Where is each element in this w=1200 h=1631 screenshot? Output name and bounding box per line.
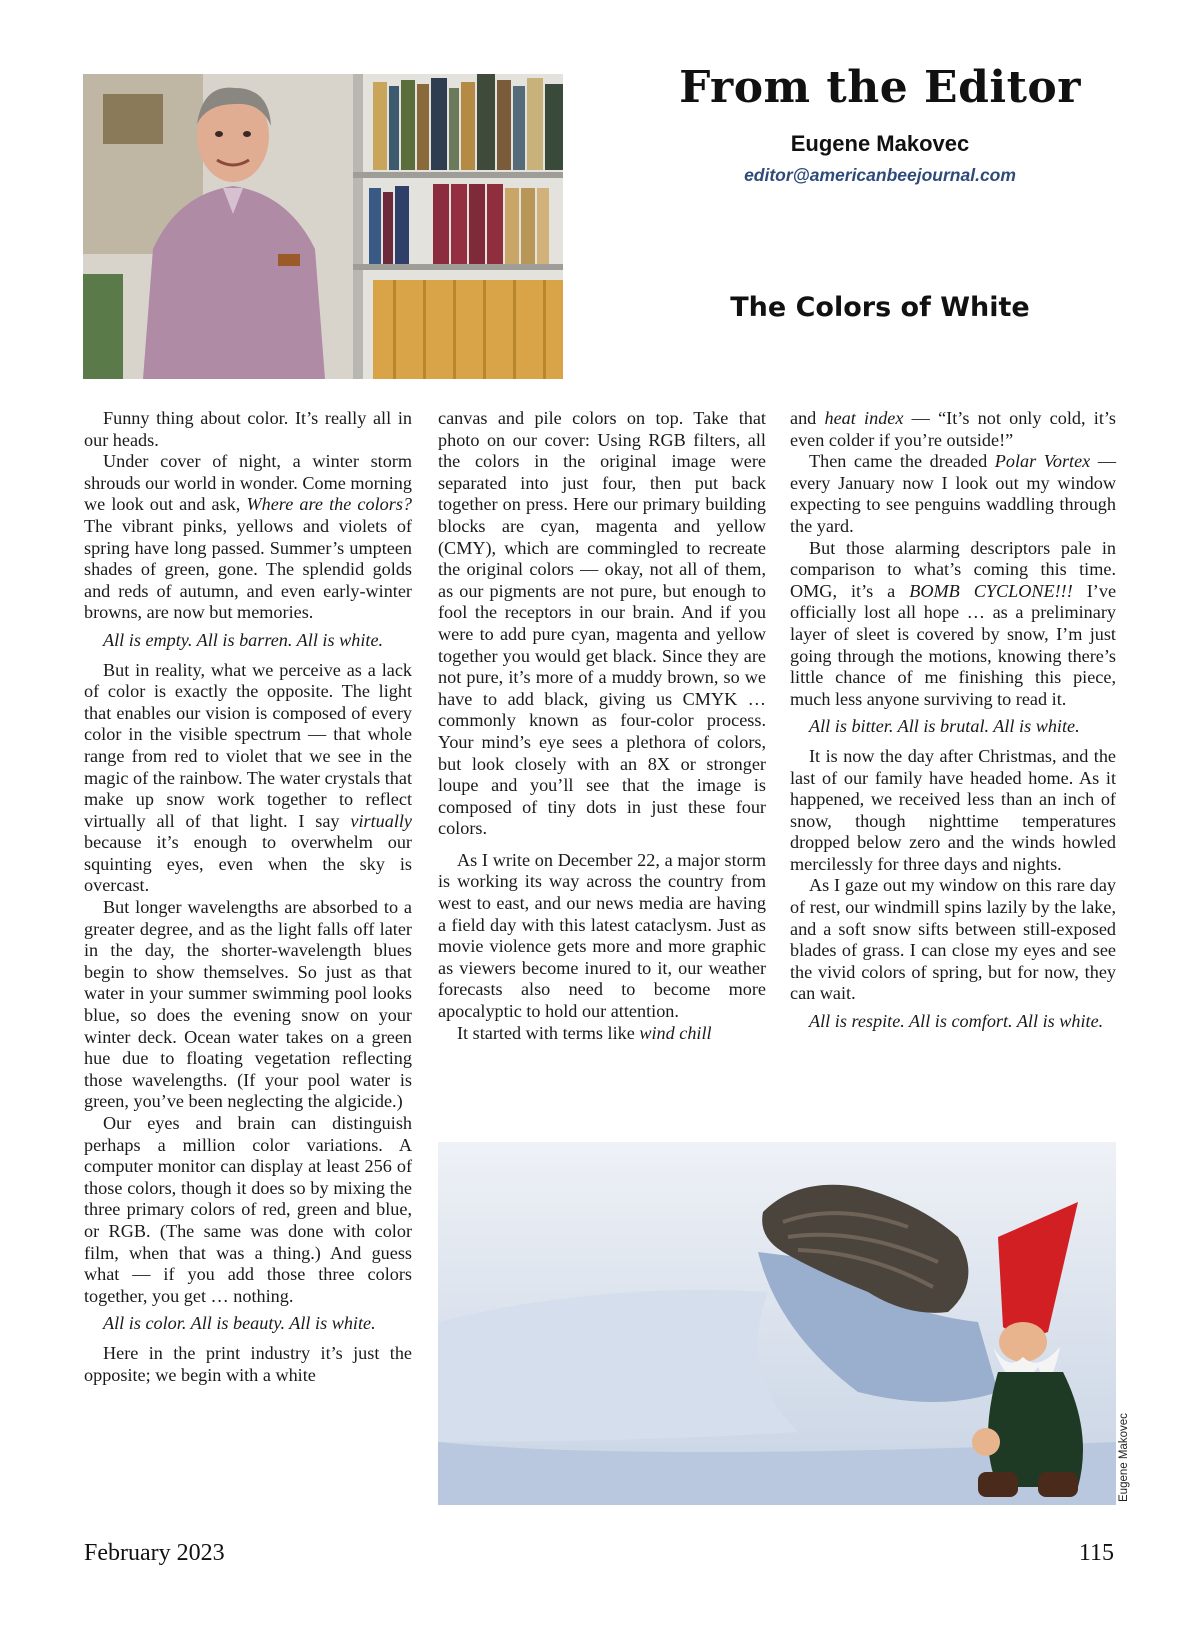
paragraph: Our eyes and brain can distinguish perhaps a million color variations. A computer monitor can display at least 256 of those colors, though it does so by mixing the three primary colors of red, green and blue, or RGB. (The same was done with color film, when that was a thing.) And guess what — if you add those three colors together, you get … nothing. bbox=[84, 1113, 412, 1306]
refrain-line: All is empty. All is barren. All is white. bbox=[103, 629, 384, 650]
paragraph: It is now the day after Christmas, and the last of our family have headed home. As it happened, we received less than an inch of snow, though nighttime temperatures dropped below zero and the winds howled mercilessly for three days and nights. bbox=[790, 745, 1116, 874]
text-column-3 bbox=[790, 408, 1116, 1041]
text-column-1 bbox=[84, 408, 412, 1386]
author-email-link[interactable]: editor@americanbeejournal.com bbox=[744, 165, 1016, 185]
paragraph: But those alarming descriptors pale in comparison to what’s coming this time. OMG, it’s a BOMB CYCLONE!!! I’ve officially lost all hope … as a preliminary layer of sleet is covered by snow, I’m just going through the motions, knowing there’s little chance of me finishing this piece, much less anyone surviving to read it. bbox=[790, 537, 1117, 709]
masthead bbox=[600, 62, 1160, 186]
paragraph: As I gaze out my window on this rare day of rest, our windmill spins lazily by the lake, and a soft snow sifts between still-exposed blades of grass. I can close my eyes and see the vivid colors of spring, but for now, they can wait. bbox=[790, 875, 1116, 1004]
paragraph: Then came the dreaded Polar Vortex — every January now I look out my window expecting to see penguins waddling through the yard. bbox=[790, 451, 1117, 536]
author-name: Eugene Makovec bbox=[790, 131, 970, 156]
refrain-line: All is bitter. All is brutal. All is white. bbox=[809, 716, 1080, 737]
paragraph: Funny thing about color. It’s really all in our heads. bbox=[84, 408, 412, 450]
paragraph: Here in the print industry it’s just the opposite; we begin with a white bbox=[84, 1342, 412, 1385]
refrain-line: All is color. All is beauty. All is white. bbox=[103, 1313, 376, 1334]
paragraph: It started with terms like wind chill bbox=[457, 1022, 712, 1043]
paragraph: But in reality, what we perceive as a lack of color is exactly the opposite. The light that enables our vision is composed of every color in the visible spectrum — that whole range from red to violet that we see in the magic of the rainbow. The water crystals that make up snow work together to reflect virtually all of that light. I say virtually because it’s enough to overwhelm our squinting eyes, even when the sky is overcast. bbox=[84, 659, 412, 896]
article-title: The Colors of White bbox=[730, 292, 1030, 323]
paragraph: and heat index — “It’s not only cold, it’s even colder if you’re outside!” bbox=[790, 408, 1117, 450]
paragraph: As I write on December 22, a major storm is working its way across the country from west to east, and our news media are having a field day with this latest cataclysm. Just as movie violence gets more and more graphic as viewers become inured to it, our weather forecasts also need to become more apocalyptic to hold our attention. bbox=[438, 849, 766, 1022]
page-number: 115 bbox=[1078, 1540, 1114, 1566]
paragraph: Under cover of night, a winter storm shrouds our world in wonder. Come morning we look out and ask, Where are the colors? The vibrant pinks, yellows and violets of spring have long passed. Summer’s umpteen shades of green, gone. The splendid golds and reds of autumn, and even early-winter browns, are now but memories. bbox=[84, 451, 412, 623]
paragraph: canvas and pile colors on top. Take that photo on our cover: Using RGB filters, all the colors in the original image were separated into just four, then put back together on press. Here our primary building blocks are cyan, magenta and yellow (CMY), which are commingled to recreate the original colors — okay, not all of them, as our pigments are not pure, but enough to fool the receptors in our brain. And if you were to add pure cyan, magenta and yellow together you would get black. Since they are not pure, it’s more of a muddy brown, so we have to add black, giving us CMYK … commonly known as four-color process. Your mind’s eye sees a plethora of colors, but look closely with an 8X or stronger loupe and you’ll see that the image is composed of tiny dots in just these four colors. bbox=[438, 408, 766, 839]
section-title: From the Editor bbox=[679, 62, 1081, 113]
photo-credit: Eugene Makovec bbox=[1118, 1413, 1130, 1502]
issue-date: February 2023 bbox=[84, 1540, 225, 1566]
garden-gnome-in-snow-photo bbox=[438, 1142, 1116, 1505]
paragraph: But longer wavelengths are absorbed to a greater degree, and as the light falls off later in the day, the shorter-wavelength blues begin to show themselves. So just as that water in your summer swimming pool looks blue, so does the evening snow on your winter deck. Ocean water takes on a green hue due to floating vegetation reflecting those wavelengths. (If your pool water is green, you’ve been neglecting the algicide.) bbox=[84, 897, 412, 1112]
refrain-line: All is respite. All is comfort. All is white. bbox=[809, 1011, 1104, 1032]
text-column-2 bbox=[438, 408, 766, 1044]
editor-portrait-photo bbox=[83, 74, 563, 379]
